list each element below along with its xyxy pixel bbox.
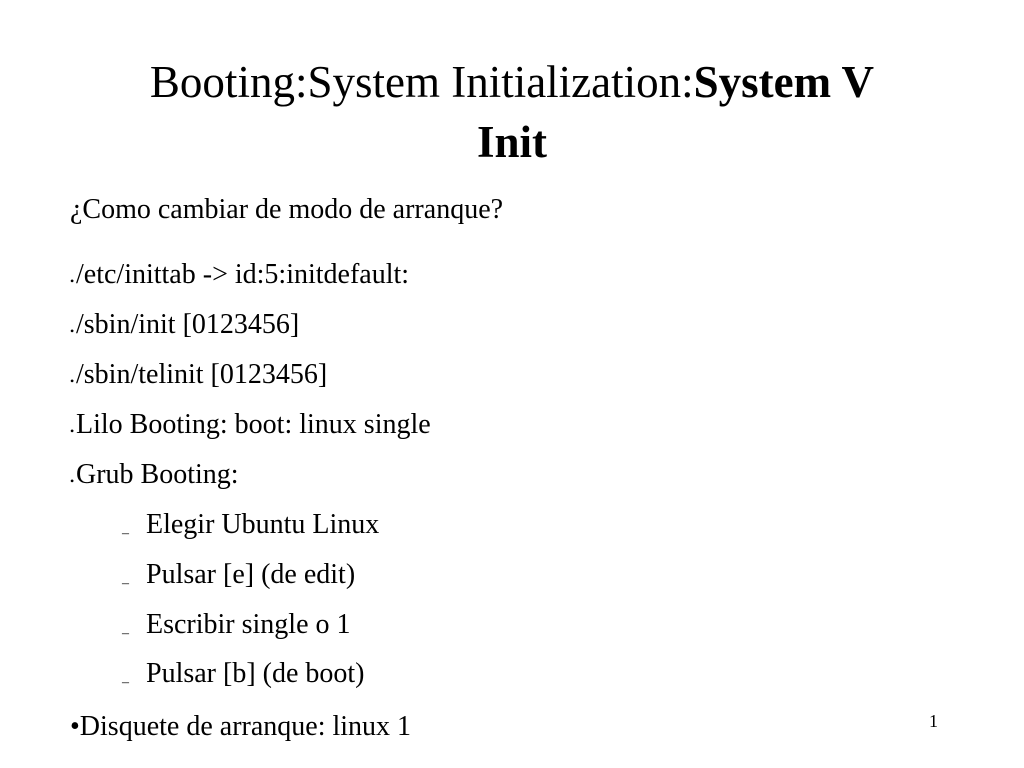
title-regular-text: Booting:System Initialization: bbox=[149, 57, 694, 107]
list-item: /sbin/telinit [0123456] bbox=[76, 359, 328, 390]
dash-marker: – bbox=[122, 576, 129, 591]
bullet-marker: • bbox=[70, 324, 75, 338]
sub-list-item: Pulsar [e] (de edit) bbox=[146, 559, 356, 590]
list-item: /sbin/init [0123456] bbox=[76, 309, 300, 340]
list-item: /etc/inittab -> id:5:initdefault: bbox=[76, 259, 410, 290]
bullet-marker: • bbox=[70, 424, 75, 438]
list-item: Lilo Booting: boot: linux single bbox=[76, 409, 431, 440]
page-number: 1 bbox=[929, 711, 938, 731]
sub-list-item: Elegir Ubuntu Linux bbox=[146, 509, 380, 540]
list-item: Grub Booting: bbox=[76, 459, 239, 490]
dash-marker: – bbox=[122, 626, 129, 641]
dash-marker: – bbox=[122, 526, 129, 541]
question-text: ¿Como cambiar de modo de arranque? bbox=[70, 194, 504, 225]
last-list-item: •Disquete de arranque: linux 1 bbox=[70, 711, 412, 742]
sub-list-item: Escribir single o 1 bbox=[146, 609, 351, 640]
slide-title bbox=[40, 52, 984, 172]
title-bold-text-line1: System V bbox=[693, 57, 875, 107]
dash-marker: – bbox=[122, 675, 129, 690]
bullet-marker: • bbox=[70, 374, 75, 388]
sub-list-item: Pulsar [b] (de boot) bbox=[146, 658, 365, 689]
title-bold-text-line2: Init bbox=[476, 117, 548, 167]
bullet-marker: • bbox=[70, 474, 75, 488]
bullet-marker: • bbox=[70, 274, 75, 288]
